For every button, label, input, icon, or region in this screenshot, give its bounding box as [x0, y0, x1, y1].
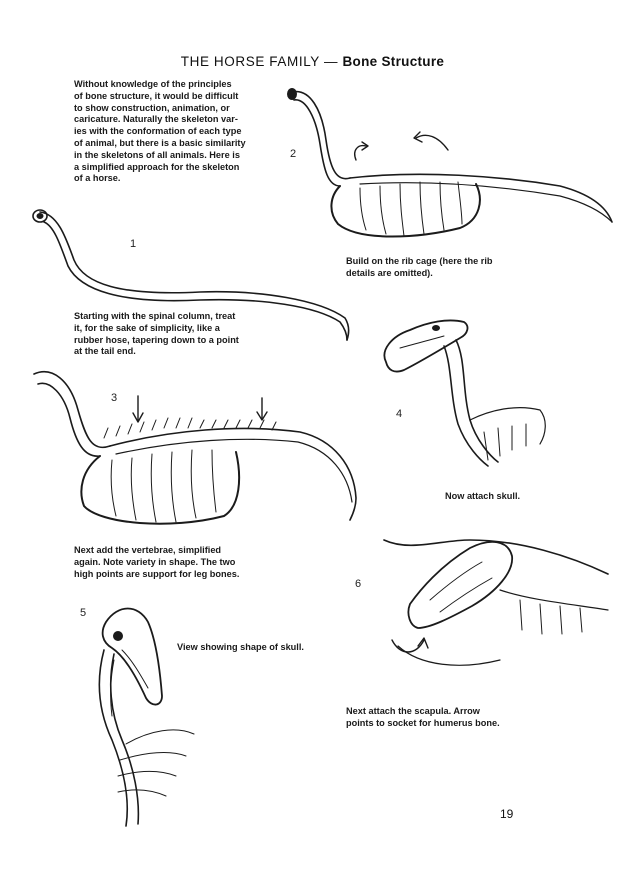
- intro-line: caricature. Naturally the skeleton var-: [74, 114, 238, 125]
- intro-line: of animal, but there is a basic similarity: [74, 137, 246, 148]
- caption-line: Now attach skull.: [445, 491, 521, 501]
- step-6-number: 6: [355, 578, 362, 590]
- caption-line: it, for the sake of simplicity, like a: [74, 322, 220, 333]
- caption-line: Next add the vertebrae, simplified: [74, 545, 222, 555]
- caption-line: details are omitted).: [346, 267, 433, 278]
- caption-line: Build on the rib cage (here the rib: [346, 256, 493, 266]
- spine-hose-drawing: [33, 210, 349, 340]
- step-3-number: 3: [111, 392, 118, 404]
- intro-line: of a horse.: [74, 173, 121, 184]
- step-5-number: 5: [80, 607, 87, 619]
- intro-line: Without knowledge of the principles: [74, 79, 232, 89]
- caption-line: at the tail end.: [74, 346, 136, 357]
- page-number: 19: [500, 807, 514, 821]
- vertebrae-drawing: [34, 372, 356, 524]
- step-2-number: 2: [290, 148, 297, 160]
- caption-line: high points are support for leg bones.: [74, 568, 240, 579]
- step-4-number: 4: [396, 408, 403, 420]
- caption-line: Next attach the scapula. Arrow: [346, 706, 480, 716]
- step-1-number: 1: [130, 238, 137, 250]
- intro-line: ies with the conformation of each type: [74, 126, 242, 137]
- title-main: THE HORSE FAMILY: [180, 54, 320, 69]
- intro-line: a simplified approach for the skeleton: [74, 161, 240, 172]
- caption-line: again. Note variety in shape. The two: [74, 556, 236, 567]
- intro-line: to show construction, animation, or: [74, 102, 230, 113]
- skull-attached-drawing: [384, 320, 545, 466]
- caption-line: View showing shape of skull.: [177, 642, 304, 652]
- rib-cage-drawing: [287, 88, 612, 237]
- caption-line: Starting with the spinal column, treat: [74, 311, 236, 321]
- scapula-drawing: [384, 540, 608, 665]
- intro-line: in the skeletons of all animals. Here is: [74, 149, 240, 160]
- intro-line: of bone structure, it would be difficult: [74, 90, 239, 101]
- caption-line: rubber hose, tapering down to a point: [74, 334, 239, 345]
- title-subtitle: Bone Structure: [342, 54, 445, 69]
- title-dash: —: [324, 54, 339, 69]
- caption-line: points to socket for humerus bone.: [346, 717, 500, 728]
- skull-view-drawing: [99, 609, 194, 827]
